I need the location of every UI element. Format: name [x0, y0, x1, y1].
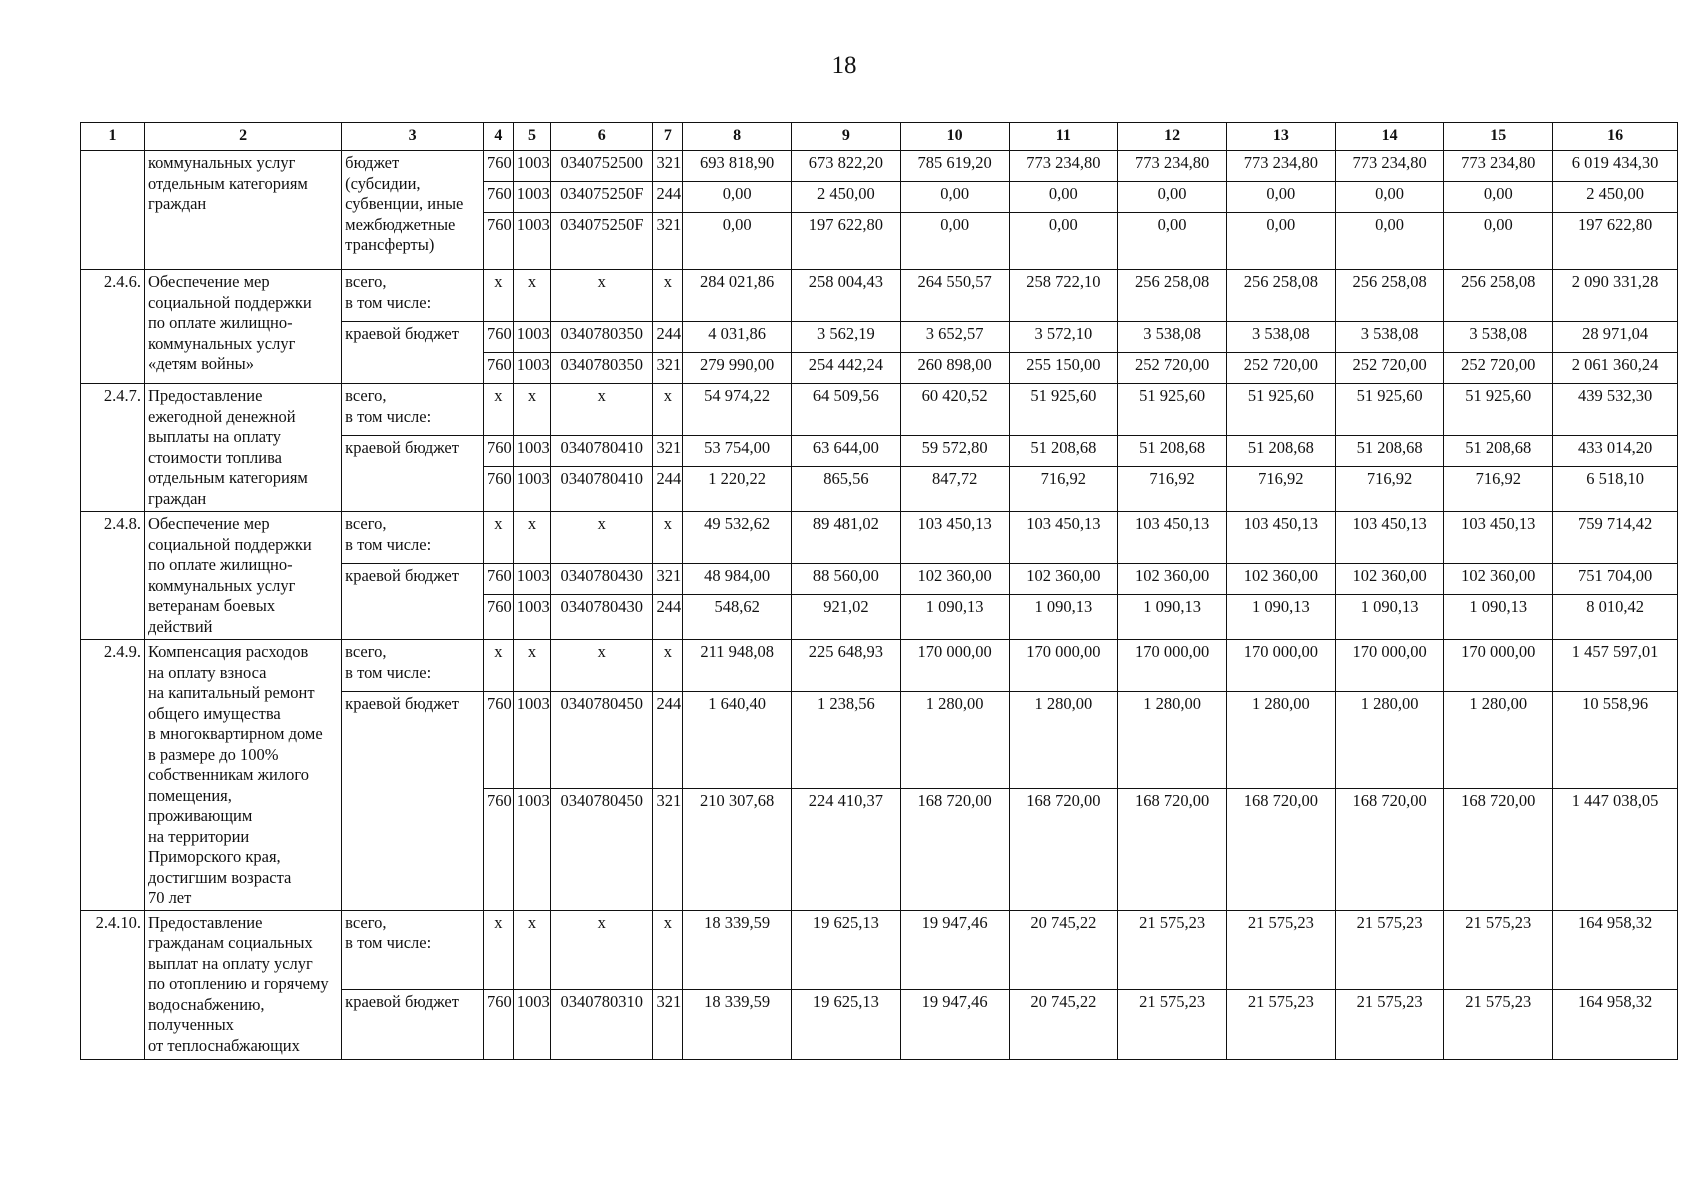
measure-name: Обеспечение мер социальной поддержки по оплате жилищно- коммунальных услуг «детям войны»: [144, 270, 341, 384]
row-number: 2.4.7.: [81, 384, 145, 512]
amount-cell: 256 258,08: [1444, 270, 1553, 322]
code-cell: 321: [653, 788, 683, 910]
row-number: 2.4.10.: [81, 910, 145, 1059]
amount-cell: 0,00: [1118, 182, 1227, 213]
amount-cell: 256 258,08: [1226, 270, 1335, 322]
row-number: 2.4.9.: [81, 640, 145, 911]
code-cell: 1003: [513, 692, 550, 789]
amount-cell: 102 360,00: [1009, 564, 1118, 595]
amount-cell: 773 234,80: [1335, 151, 1444, 182]
amount-cell: 673 822,20: [792, 151, 901, 182]
total-label: всего, в том числе:: [342, 270, 484, 322]
code-cell: 1003: [513, 353, 550, 384]
measure-name: Предоставление ежегодной денежной выплаты на оплату стоимости топлива отдельным категориям граждан: [144, 384, 341, 512]
code-cell: 760: [483, 322, 513, 353]
amount-cell: 53 754,00: [683, 436, 792, 467]
amount-cell: 21 575,23: [1335, 989, 1444, 1059]
code-cell: 1003: [513, 436, 550, 467]
amount-cell: 1 457 597,01: [1553, 640, 1678, 692]
amount-cell: 170 000,00: [1009, 640, 1118, 692]
code-cell: x: [551, 640, 653, 692]
amount-cell: 759 714,42: [1553, 512, 1678, 564]
column-header: 12: [1118, 123, 1227, 151]
code-cell: 244: [653, 467, 683, 512]
amount-cell: 548,62: [683, 595, 792, 640]
amount-cell: 1 090,13: [1009, 595, 1118, 640]
amount-cell: 2 090 331,28: [1553, 270, 1678, 322]
code-cell: 0340780430: [551, 595, 653, 640]
amount-cell: 0,00: [1335, 182, 1444, 213]
total-label: всего, в том числе:: [342, 384, 484, 436]
amount-cell: 1 447 038,05: [1553, 788, 1678, 910]
code-cell: x: [551, 512, 653, 564]
amount-cell: 279 990,00: [683, 353, 792, 384]
amount-cell: 168 720,00: [1118, 788, 1227, 910]
amount-cell: 21 575,23: [1226, 910, 1335, 989]
funding-source: бюджет (субсидии, субвенции, иные межбюджетные трансферты): [342, 151, 484, 270]
code-cell: 321: [653, 436, 683, 467]
amount-cell: 19 947,46: [900, 910, 1009, 989]
amount-cell: 21 575,23: [1118, 989, 1227, 1059]
code-cell: 760: [483, 151, 513, 182]
amount-cell: 3 538,08: [1118, 322, 1227, 353]
code-cell: 321: [653, 989, 683, 1059]
amount-cell: 3 538,08: [1226, 322, 1335, 353]
column-header: 9: [792, 123, 901, 151]
amount-cell: 197 622,80: [1553, 213, 1678, 270]
amount-cell: 54 974,22: [683, 384, 792, 436]
column-header: 14: [1335, 123, 1444, 151]
amount-cell: 1 238,56: [792, 692, 901, 789]
budget-label: краевой бюджет: [342, 564, 484, 640]
amount-cell: 28 971,04: [1553, 322, 1678, 353]
amount-cell: 19 625,13: [792, 910, 901, 989]
code-cell: 1003: [513, 182, 550, 213]
column-header: 6: [551, 123, 653, 151]
amount-cell: 0,00: [900, 182, 1009, 213]
amount-cell: 63 644,00: [792, 436, 901, 467]
amount-cell: 693 818,90: [683, 151, 792, 182]
table-row-total: [81, 270, 1678, 322]
amount-cell: 170 000,00: [1118, 640, 1227, 692]
amount-cell: 1 280,00: [1444, 692, 1553, 789]
code-cell: 1003: [513, 467, 550, 512]
amount-cell: 256 258,08: [1118, 270, 1227, 322]
code-cell: 760: [483, 692, 513, 789]
code-cell: 321: [653, 353, 683, 384]
column-header: 1: [81, 123, 145, 151]
amount-cell: 6 019 434,30: [1553, 151, 1678, 182]
amount-cell: 103 450,13: [1118, 512, 1227, 564]
amount-cell: 1 090,13: [1444, 595, 1553, 640]
budget-table: [80, 122, 1678, 1060]
amount-cell: 170 000,00: [1335, 640, 1444, 692]
column-header: 2: [144, 123, 341, 151]
code-cell: 0340780310: [551, 989, 653, 1059]
code-cell: 1003: [513, 989, 550, 1059]
row-number: 2.4.8.: [81, 512, 145, 640]
measure-name: Предоставление гражданам социальных выплат на оплату услуг по отоплению и горячему водоснабжению, полученных от теплоснабжающих: [144, 910, 341, 1059]
amount-cell: 21 575,23: [1118, 910, 1227, 989]
amount-cell: 211 948,08: [683, 640, 792, 692]
amount-cell: 0,00: [1009, 213, 1118, 270]
column-header: 7: [653, 123, 683, 151]
code-cell: x: [483, 640, 513, 692]
amount-cell: 716,92: [1335, 467, 1444, 512]
amount-cell: 716,92: [1118, 467, 1227, 512]
code-cell: 034075250F: [551, 182, 653, 213]
amount-cell: 49 532,62: [683, 512, 792, 564]
code-cell: 321: [653, 213, 683, 270]
amount-cell: 168 720,00: [1226, 788, 1335, 910]
amount-cell: 1 280,00: [1009, 692, 1118, 789]
amount-cell: 3 652,57: [900, 322, 1009, 353]
amount-cell: 60 420,52: [900, 384, 1009, 436]
amount-cell: 439 532,30: [1553, 384, 1678, 436]
amount-cell: 102 360,00: [1118, 564, 1227, 595]
code-cell: 1003: [513, 595, 550, 640]
amount-cell: 284 021,86: [683, 270, 792, 322]
amount-cell: 4 031,86: [683, 322, 792, 353]
amount-cell: 0,00: [1009, 182, 1118, 213]
amount-cell: 255 150,00: [1009, 353, 1118, 384]
amount-cell: 18 339,59: [683, 989, 792, 1059]
code-cell: 1003: [513, 322, 550, 353]
amount-cell: 2 450,00: [1553, 182, 1678, 213]
amount-cell: 102 360,00: [900, 564, 1009, 595]
table-body: [81, 151, 1678, 1060]
amount-cell: 1 090,13: [1335, 595, 1444, 640]
code-cell: 760: [483, 989, 513, 1059]
amount-cell: 0,00: [683, 182, 792, 213]
amount-cell: 1 090,13: [1226, 595, 1335, 640]
column-header: 4: [483, 123, 513, 151]
amount-cell: 1 640,40: [683, 692, 792, 789]
code-cell: 1003: [513, 564, 550, 595]
column-header: 3: [342, 123, 484, 151]
amount-cell: 103 450,13: [1444, 512, 1553, 564]
amount-cell: 773 234,80: [1444, 151, 1553, 182]
amount-cell: 751 704,00: [1553, 564, 1678, 595]
code-cell: x: [513, 384, 550, 436]
amount-cell: 103 450,13: [900, 512, 1009, 564]
amount-cell: 51 925,60: [1335, 384, 1444, 436]
measure-name: коммунальных услуг отдельным категориям граждан: [144, 151, 341, 270]
code-cell: 760: [483, 788, 513, 910]
code-cell: x: [483, 384, 513, 436]
amount-cell: 260 898,00: [900, 353, 1009, 384]
code-cell: 244: [653, 322, 683, 353]
code-cell: 760: [483, 564, 513, 595]
column-header: 8: [683, 123, 792, 151]
amount-cell: 3 572,10: [1009, 322, 1118, 353]
amount-cell: 64 509,56: [792, 384, 901, 436]
measure-name: Обеспечение мер социальной поддержки по оплате жилищно- коммунальных услуг ветеранам боевых действий: [144, 512, 341, 640]
amount-cell: 773 234,80: [1118, 151, 1227, 182]
code-cell: x: [551, 270, 653, 322]
amount-cell: 51 925,60: [1009, 384, 1118, 436]
amount-cell: 21 575,23: [1226, 989, 1335, 1059]
amount-cell: 716,92: [1009, 467, 1118, 512]
amount-cell: 8 010,42: [1553, 595, 1678, 640]
budget-label: краевой бюджет: [342, 322, 484, 384]
code-cell: 034075250F: [551, 213, 653, 270]
amount-cell: 164 958,32: [1553, 989, 1678, 1059]
code-cell: x: [551, 384, 653, 436]
amount-cell: 51 208,68: [1226, 436, 1335, 467]
amount-cell: 168 720,00: [1009, 788, 1118, 910]
amount-cell: 1 090,13: [900, 595, 1009, 640]
amount-cell: 1 280,00: [1335, 692, 1444, 789]
amount-cell: 716,92: [1226, 467, 1335, 512]
amount-cell: 0,00: [1226, 182, 1335, 213]
amount-cell: 2 450,00: [792, 182, 901, 213]
amount-cell: 1 090,13: [1118, 595, 1227, 640]
amount-cell: 264 550,57: [900, 270, 1009, 322]
code-cell: 1003: [513, 213, 550, 270]
table-row-total: [81, 384, 1678, 436]
budget-label: краевой бюджет: [342, 989, 484, 1059]
amount-cell: 0,00: [1118, 213, 1227, 270]
total-label: всего, в том числе:: [342, 640, 484, 692]
code-cell: 760: [483, 595, 513, 640]
code-cell: x: [513, 270, 550, 322]
total-label: всего, в том числе:: [342, 910, 484, 989]
code-cell: 244: [653, 595, 683, 640]
amount-cell: 785 619,20: [900, 151, 1009, 182]
amount-cell: 0,00: [1335, 213, 1444, 270]
amount-cell: 258 722,10: [1009, 270, 1118, 322]
amount-cell: 252 720,00: [1444, 353, 1553, 384]
amount-cell: 164 958,32: [1553, 910, 1678, 989]
code-cell: 1003: [513, 151, 550, 182]
amount-cell: 51 925,60: [1444, 384, 1553, 436]
column-header: 10: [900, 123, 1009, 151]
amount-cell: 433 014,20: [1553, 436, 1678, 467]
column-header: 15: [1444, 123, 1553, 151]
amount-cell: 252 720,00: [1118, 353, 1227, 384]
code-cell: x: [551, 910, 653, 989]
amount-cell: 51 925,60: [1226, 384, 1335, 436]
amount-cell: 1 280,00: [900, 692, 1009, 789]
code-cell: x: [653, 384, 683, 436]
budget-label: краевой бюджет: [342, 692, 484, 911]
code-cell: x: [483, 910, 513, 989]
code-cell: 760: [483, 182, 513, 213]
total-label: всего, в том числе:: [342, 512, 484, 564]
amount-cell: 102 360,00: [1444, 564, 1553, 595]
amount-cell: 3 538,08: [1444, 322, 1553, 353]
amount-cell: 258 004,43: [792, 270, 901, 322]
amount-cell: 1 220,22: [683, 467, 792, 512]
code-cell: x: [513, 640, 550, 692]
code-cell: 0340752500: [551, 151, 653, 182]
amount-cell: 773 234,80: [1226, 151, 1335, 182]
measure-name: Компенсация расходов на оплату взноса на капитальный ремонт общего имущества в многоквартирном доме в размере до 100% собственникам жилого помещения, проживающим на территории Приморского края, достигшим возраста 70 лет: [144, 640, 341, 911]
code-cell: 0340780350: [551, 353, 653, 384]
amount-cell: 102 360,00: [1335, 564, 1444, 595]
amount-cell: 170 000,00: [900, 640, 1009, 692]
code-cell: 0340780450: [551, 788, 653, 910]
amount-cell: 20 745,22: [1009, 989, 1118, 1059]
code-cell: x: [513, 910, 550, 989]
amount-cell: 3 562,19: [792, 322, 901, 353]
amount-cell: 21 575,23: [1335, 910, 1444, 989]
amount-cell: 0,00: [1226, 213, 1335, 270]
code-cell: 244: [653, 692, 683, 789]
amount-cell: 773 234,80: [1009, 151, 1118, 182]
amount-cell: 51 208,68: [1009, 436, 1118, 467]
amount-cell: 21 575,23: [1444, 910, 1553, 989]
amount-cell: 847,72: [900, 467, 1009, 512]
amount-cell: 10 558,96: [1553, 692, 1678, 789]
code-cell: 0340780410: [551, 467, 653, 512]
amount-cell: 48 984,00: [683, 564, 792, 595]
column-header: 16: [1553, 123, 1678, 151]
amount-cell: 51 208,68: [1335, 436, 1444, 467]
amount-cell: 102 360,00: [1226, 564, 1335, 595]
code-cell: x: [653, 640, 683, 692]
column-header: 13: [1226, 123, 1335, 151]
amount-cell: 716,92: [1444, 467, 1553, 512]
table-row-total: [81, 512, 1678, 564]
amount-cell: 19 947,46: [900, 989, 1009, 1059]
amount-cell: 103 450,13: [1335, 512, 1444, 564]
amount-cell: 168 720,00: [1335, 788, 1444, 910]
amount-cell: 103 450,13: [1009, 512, 1118, 564]
code-cell: 760: [483, 213, 513, 270]
amount-cell: 0,00: [1444, 182, 1553, 213]
amount-cell: 6 518,10: [1553, 467, 1678, 512]
amount-cell: 1 280,00: [1226, 692, 1335, 789]
amount-cell: 51 208,68: [1118, 436, 1227, 467]
column-header: 11: [1009, 123, 1118, 151]
header-row: [81, 123, 1678, 151]
amount-cell: 256 258,08: [1335, 270, 1444, 322]
table-row-total: [81, 910, 1678, 989]
amount-cell: 21 575,23: [1444, 989, 1553, 1059]
amount-cell: 2 061 360,24: [1553, 353, 1678, 384]
code-cell: 321: [653, 151, 683, 182]
column-header: 5: [513, 123, 550, 151]
code-cell: x: [653, 270, 683, 322]
code-cell: 0340780410: [551, 436, 653, 467]
amount-cell: 3 538,08: [1335, 322, 1444, 353]
code-cell: x: [483, 512, 513, 564]
code-cell: 760: [483, 436, 513, 467]
amount-cell: 51 925,60: [1118, 384, 1227, 436]
amount-cell: 254 442,24: [792, 353, 901, 384]
page-number: 18: [831, 52, 857, 79]
amount-cell: 19 625,13: [792, 989, 901, 1059]
amount-cell: 89 481,02: [792, 512, 901, 564]
code-cell: x: [483, 270, 513, 322]
amount-cell: 88 560,00: [792, 564, 901, 595]
amount-cell: 224 410,37: [792, 788, 901, 910]
code-cell: x: [653, 512, 683, 564]
code-cell: 760: [483, 353, 513, 384]
code-cell: 321: [653, 564, 683, 595]
code-cell: 244: [653, 182, 683, 213]
amount-cell: 170 000,00: [1444, 640, 1553, 692]
amount-cell: 197 622,80: [792, 213, 901, 270]
table-row-total: [81, 640, 1678, 692]
code-cell: 0340780350: [551, 322, 653, 353]
amount-cell: 252 720,00: [1335, 353, 1444, 384]
amount-cell: 225 648,93: [792, 640, 901, 692]
row-number: 2.4.6.: [81, 270, 145, 384]
amount-cell: 0,00: [683, 213, 792, 270]
amount-cell: 170 000,00: [1226, 640, 1335, 692]
amount-cell: 210 307,68: [683, 788, 792, 910]
table-row: [81, 151, 1678, 182]
amount-cell: 20 745,22: [1009, 910, 1118, 989]
code-cell: 0340780450: [551, 692, 653, 789]
code-cell: 1003: [513, 788, 550, 910]
row-number: [81, 151, 145, 270]
amount-cell: 168 720,00: [1444, 788, 1553, 910]
code-cell: 0340780430: [551, 564, 653, 595]
amount-cell: 865,56: [792, 467, 901, 512]
code-cell: x: [653, 910, 683, 989]
amount-cell: 103 450,13: [1226, 512, 1335, 564]
amount-cell: 168 720,00: [900, 788, 1009, 910]
amount-cell: 59 572,80: [900, 436, 1009, 467]
amount-cell: 18 339,59: [683, 910, 792, 989]
code-cell: x: [513, 512, 550, 564]
budget-label: краевой бюджет: [342, 436, 484, 512]
amount-cell: 0,00: [1444, 213, 1553, 270]
amount-cell: 51 208,68: [1444, 436, 1553, 467]
code-cell: 760: [483, 467, 513, 512]
amount-cell: 252 720,00: [1226, 353, 1335, 384]
amount-cell: 0,00: [900, 213, 1009, 270]
amount-cell: 921,02: [792, 595, 901, 640]
amount-cell: 1 280,00: [1118, 692, 1227, 789]
